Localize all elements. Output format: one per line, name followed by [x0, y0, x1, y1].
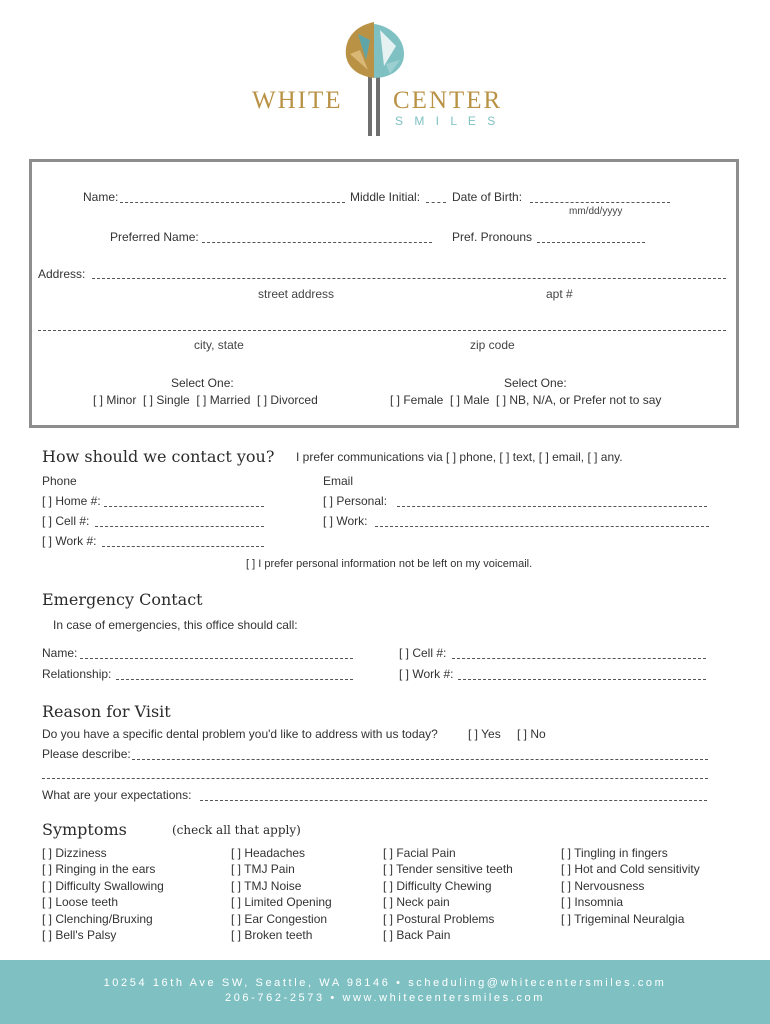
emergency-cell-field[interactable]: [452, 658, 706, 659]
personal-email-label[interactable]: [ ] Personal:: [323, 494, 388, 508]
work-phone-label[interactable]: [ ] Work #:: [42, 534, 97, 548]
apt-hint: apt #: [546, 287, 573, 301]
symptom-item[interactable]: [ ] TMJ Pain: [231, 862, 295, 877]
no-option[interactable]: [ ] No: [517, 727, 546, 741]
dental-problem-question: Do you have a specific dental problem you'd like to address with us today?: [42, 727, 438, 741]
symptom-item[interactable]: [ ] Tender sensitive teeth: [383, 862, 513, 877]
work-phone-field[interactable]: [102, 546, 264, 547]
zip-hint: zip code: [470, 338, 515, 352]
select-one-left: Select One:: [171, 376, 234, 390]
symptom-item[interactable]: [ ] Difficulty Swallowing: [42, 878, 164, 893]
middle-initial-field[interactable]: [426, 202, 446, 203]
marital-status-options[interactable]: [ ] Minor [ ] Single [ ] Married [ ] Divorced: [93, 393, 318, 407]
symptom-item[interactable]: [ ] Ear Congestion: [231, 911, 328, 926]
emergency-section-title: Emergency Contact: [42, 590, 203, 609]
name-label: Name:: [83, 190, 119, 204]
emergency-name-label: Name:: [42, 646, 78, 660]
footer-address: 10254 16th Ave SW, Seattle, WA 98146 • scheduling@whitecentersmiles.com: [103, 977, 667, 989]
emergency-work-label[interactable]: [ ] Work #:: [399, 667, 454, 681]
symptom-item[interactable]: [ ] Clenching/Bruxing: [42, 911, 153, 926]
preferred-name-label: Preferred Name:: [110, 230, 199, 244]
personal-email-field[interactable]: [397, 506, 707, 507]
logo-word-white: WHITE: [252, 87, 343, 114]
contact-section-title: How should we contact you?: [42, 447, 275, 466]
symptom-item[interactable]: [ ] Trigeminal Neuralgia: [561, 911, 685, 926]
symptom-item[interactable]: [ ] Insomnia: [561, 895, 624, 910]
symptom-item[interactable]: [ ] Bell's Palsy: [42, 927, 117, 942]
symptom-item[interactable]: [ ] Broken teeth: [231, 927, 313, 942]
work-email-label[interactable]: [ ] Work:: [323, 514, 368, 528]
phone-heading: Phone: [42, 474, 77, 488]
symptoms-column-4: [561, 845, 700, 927]
symptom-item[interactable]: [ ] Loose teeth: [42, 895, 119, 910]
gender-options[interactable]: [ ] Female [ ] Male [ ] NB, N/A, or Prefer not to say: [390, 393, 662, 407]
symptom-item[interactable]: [ ] Back Pain: [383, 927, 451, 942]
emergency-work-field[interactable]: [458, 679, 706, 680]
symptom-item[interactable]: [ ] Tingling in fingers: [561, 846, 668, 860]
describe-field[interactable]: [132, 759, 708, 760]
city-hint: city, state: [194, 338, 244, 352]
symptoms-note: (check all that apply): [172, 823, 301, 837]
emergency-intro: In case of emergencies, this office should call:: [53, 618, 298, 632]
yes-option[interactable]: [ ] Yes: [468, 727, 501, 741]
symptom-item[interactable]: [ ] Difficulty Chewing: [383, 878, 492, 893]
expectations-field[interactable]: [200, 800, 707, 801]
select-one-right: Select One:: [504, 376, 567, 390]
symptom-item[interactable]: [ ] Dizziness: [42, 846, 107, 860]
describe-label: Please describe:: [42, 747, 131, 761]
symptom-item[interactable]: [ ] Ringing in the ears: [42, 862, 156, 877]
symptom-item[interactable]: [ ] Nervousness: [561, 878, 645, 893]
city-state-zip-field[interactable]: [38, 330, 726, 331]
cell-phone-label[interactable]: [ ] Cell #:: [42, 514, 90, 528]
preferred-name-field[interactable]: [202, 242, 432, 243]
symptoms-column-3: [383, 845, 513, 943]
home-phone-label[interactable]: [ ] Home #:: [42, 494, 101, 508]
dob-hint: mm/dd/yyyy: [569, 206, 623, 217]
pronouns-field[interactable]: [537, 242, 645, 243]
symptoms-column-1: [42, 845, 164, 943]
street-hint: street address: [258, 287, 335, 301]
describe-field-line-2[interactable]: [42, 778, 708, 779]
cell-phone-field[interactable]: [95, 526, 264, 527]
address-label: Address:: [38, 267, 86, 281]
symptom-item[interactable]: [ ] Postural Problems: [383, 911, 495, 926]
work-email-field[interactable]: [375, 526, 709, 527]
relationship-field[interactable]: [116, 679, 353, 680]
dob-label: Date of Birth:: [452, 190, 523, 204]
symptoms-section-title: Symptoms: [42, 820, 127, 839]
symptom-item[interactable]: [ ] Neck pain: [383, 895, 450, 910]
symptom-item[interactable]: [ ] TMJ Noise: [231, 878, 302, 893]
name-field[interactable]: [120, 202, 345, 203]
symptom-item[interactable]: [ ] Facial Pain: [383, 846, 456, 860]
pronouns-label: Pref. Pronouns: [452, 230, 533, 244]
footer-contact: 206-762-2573 • www.whitecentersmiles.com: [224, 992, 545, 1004]
home-phone-field[interactable]: [104, 506, 264, 507]
symptom-item[interactable]: [ ] Limited Opening: [231, 895, 332, 910]
relationship-label: Relationship:: [42, 667, 112, 681]
contact-preference[interactable]: I prefer communications via [ ] phone, [ ] text, [ ] email, [ ] any.: [296, 450, 623, 464]
expectations-label: What are your expectations:: [42, 788, 192, 802]
symptoms-column-2: [231, 845, 332, 943]
voicemail-note[interactable]: [ ] I prefer personal information not be left on my voicemail.: [246, 558, 533, 570]
symptom-item[interactable]: [ ] Headaches: [231, 846, 306, 860]
dob-field[interactable]: [530, 202, 670, 203]
logo-word-center: CENTER: [393, 87, 503, 114]
middle-initial-label: Middle Initial:: [350, 190, 421, 204]
emergency-cell-label[interactable]: [ ] Cell #:: [399, 646, 447, 660]
visit-section-title: Reason for Visit: [42, 702, 171, 721]
emergency-name-field[interactable]: [80, 658, 353, 659]
email-heading: Email: [323, 474, 354, 488]
symptom-item[interactable]: [ ] Hot and Cold sensitivity: [561, 862, 700, 877]
footer: [0, 960, 770, 1024]
street-address-field[interactable]: [92, 278, 726, 279]
logo-tagline: S M I L E S: [395, 114, 500, 128]
